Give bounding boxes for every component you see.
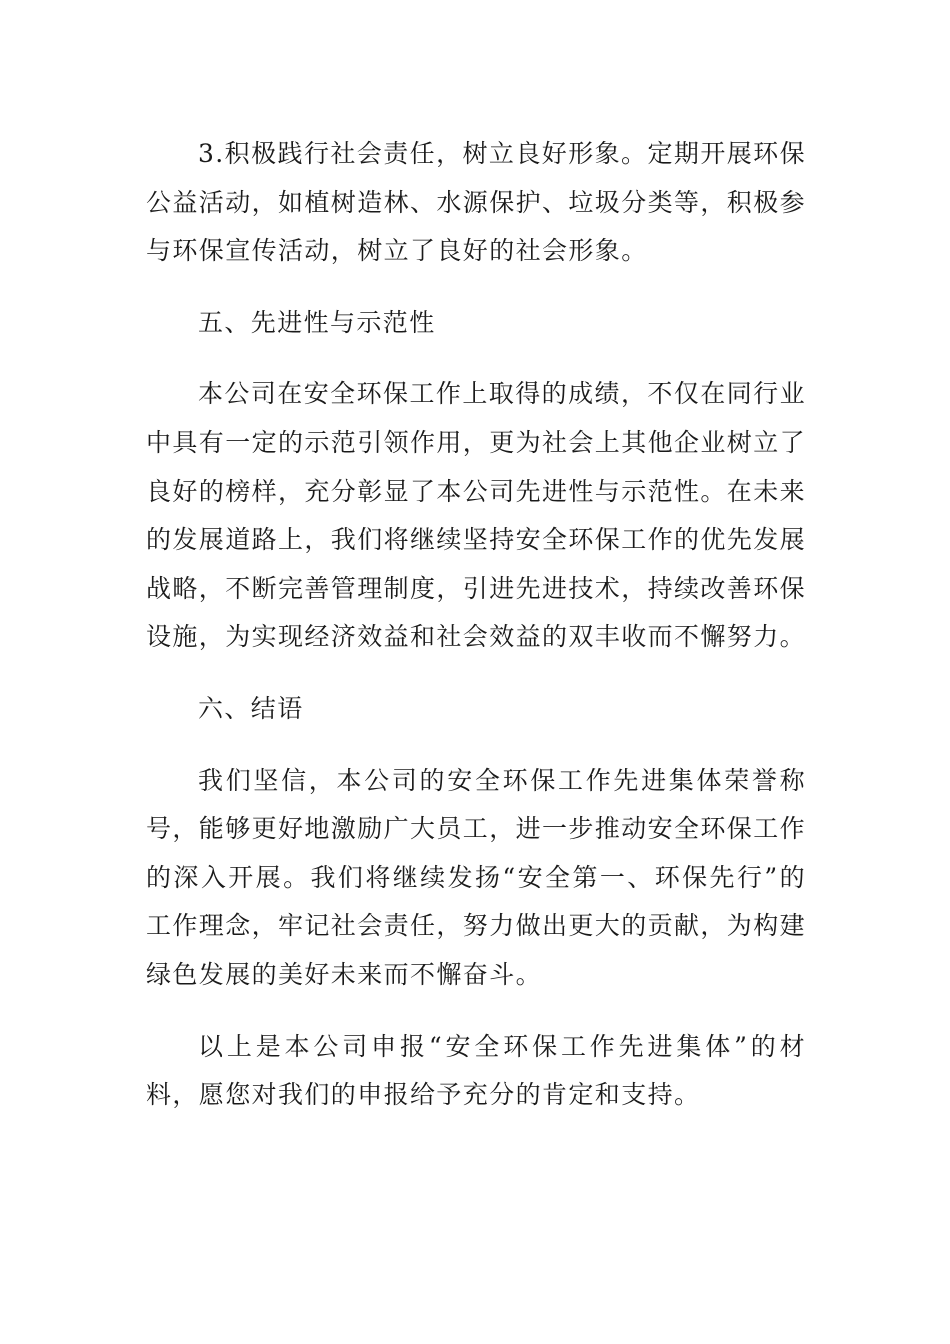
paragraph-advanced-exemplary: 本公司在安全环保工作上取得的成绩，不仅在同行业中具有一定的示范引领作用，更为社会上其他企业树立了良好的榜样，充分彰显了本公司先进性与示范性。在未来的发展道路上，我们将继续坚持安全环保工作的优先发展战略，不断完善管理制度，引进先进技术，持续改善环保设施，为实现经济效益和社会效益的双丰收而不懈努力。 xyxy=(146,379,807,652)
paragraph-closing: 以上是本公司申报“安全环保工作先进集体”的材料，愿您对我们的申报给予充分的肯定和支持。 xyxy=(146,1031,806,1110)
paragraph-conclusion: 我们坚信，本公司的安全环保工作先进集体荣誉称号，能够更好地激励广大员工，进一步推动安全环保工作的深入开展。我们将继续发扬“安全第一、环保先行”的工作理念，牢记社会责任，努力做出更大的贡献，为构建绿色发展的美好未来而不懈奋斗。 xyxy=(146,765,807,989)
section-heading-conclusion: 六、结语 xyxy=(198,693,304,723)
document-body xyxy=(146,130,806,1143)
paragraph-social-responsibility: 3.积极践行社会责任，树立良好形象。定期开展环保公益活动，如植树造林、水源保护、垃圾分类等，积极参与环保宣传活动，树立了良好的社会形象。 xyxy=(146,139,807,266)
section-heading-advanced-exemplary: 五、先进性与示范性 xyxy=(198,307,436,337)
